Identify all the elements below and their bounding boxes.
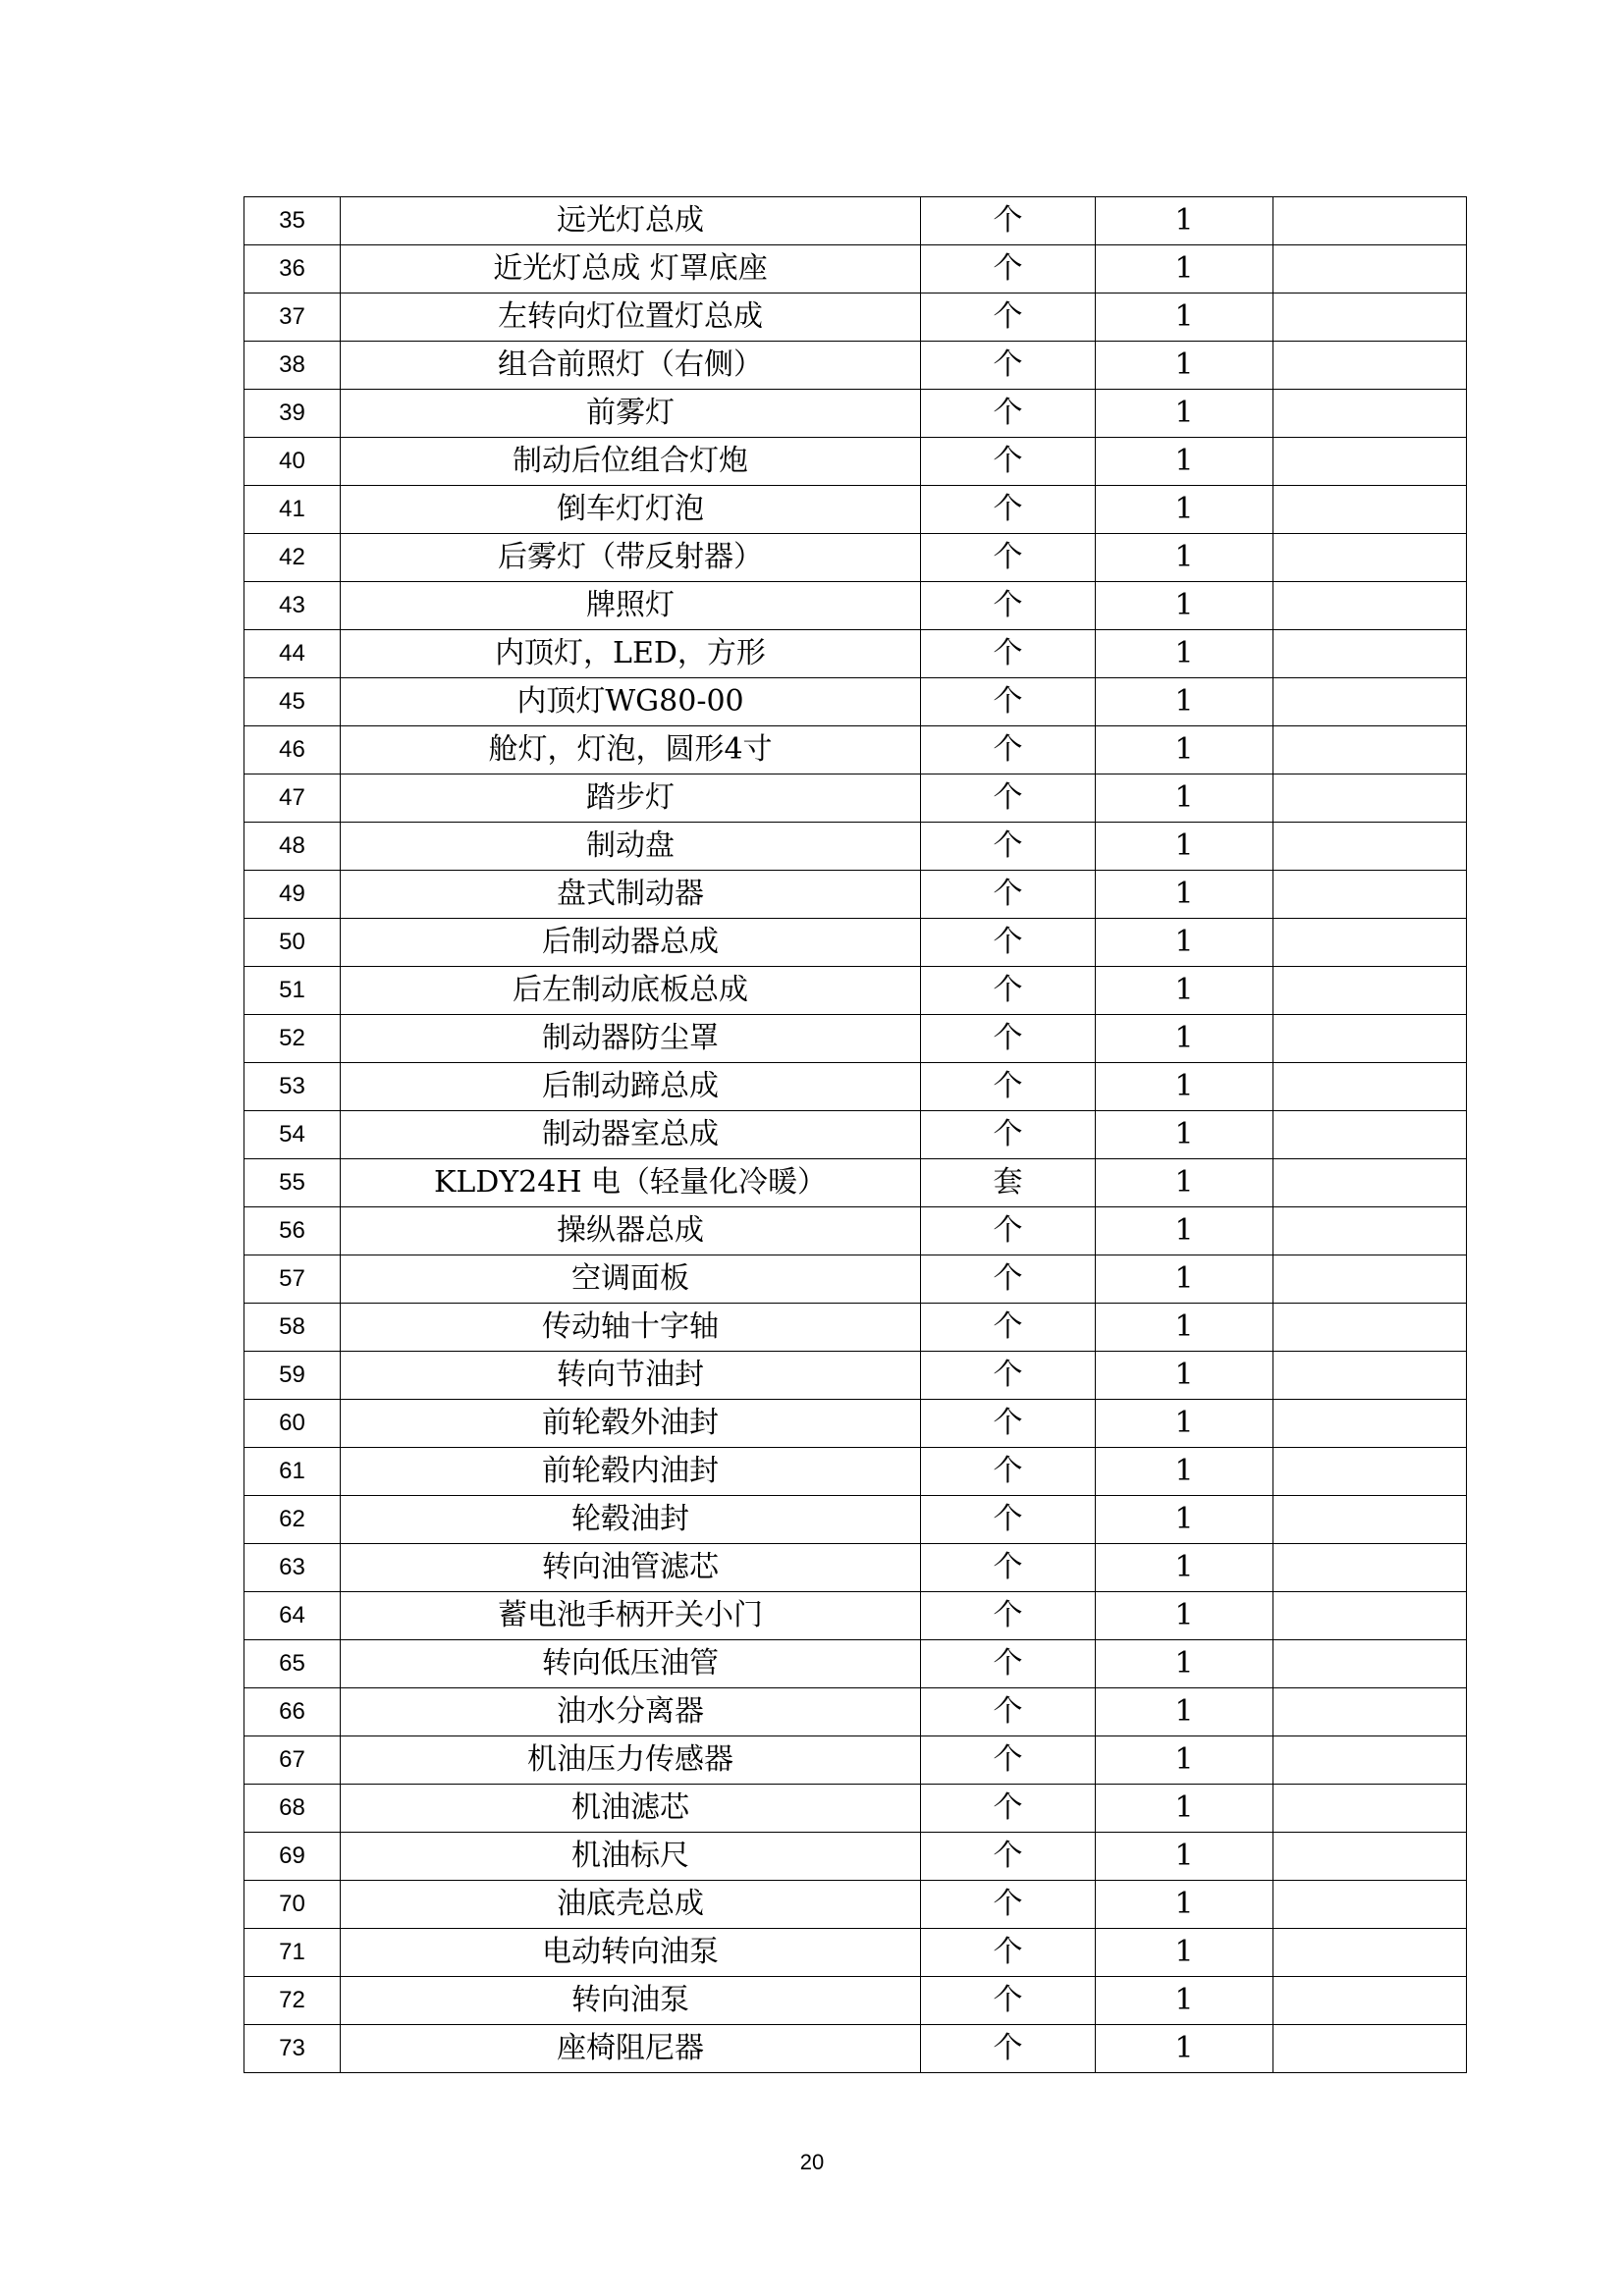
- row-number-cell: 68: [244, 1785, 341, 1833]
- quantity-cell: 1: [1096, 294, 1273, 342]
- quantity-cell: 1: [1096, 1785, 1273, 1833]
- table-row: [244, 390, 1467, 438]
- part-name-cell: 机油滤芯: [341, 1785, 921, 1833]
- part-name-cell: 倒车灯灯泡: [341, 486, 921, 534]
- row-number-cell: 53: [244, 1063, 341, 1111]
- part-name-cell: 电动转向油泵: [341, 1929, 921, 1977]
- quantity-cell: 1: [1096, 342, 1273, 390]
- part-name-cell: 制动器防尘罩: [341, 1015, 921, 1063]
- row-number-cell: 38: [244, 342, 341, 390]
- part-name-cell: 操纵器总成: [341, 1207, 921, 1255]
- remark-cell: [1273, 1304, 1467, 1352]
- quantity-cell: 1: [1096, 967, 1273, 1015]
- row-number-cell: 47: [244, 774, 341, 823]
- parts-table: [244, 196, 1467, 2073]
- quantity-cell: 1: [1096, 438, 1273, 486]
- unit-cell: 个: [921, 1592, 1096, 1640]
- row-number-cell: 70: [244, 1881, 341, 1929]
- quantity-cell: 1: [1096, 1255, 1273, 1304]
- quantity-cell: 1: [1096, 1448, 1273, 1496]
- part-name-cell: 内顶灯，LED，方形: [341, 630, 921, 678]
- unit-cell: 个: [921, 919, 1096, 967]
- remark-cell: [1273, 1063, 1467, 1111]
- quantity-cell: 1: [1096, 1736, 1273, 1785]
- remark-cell: [1273, 245, 1467, 294]
- part-name-cell: 盘式制动器: [341, 871, 921, 919]
- quantity-cell: 1: [1096, 1881, 1273, 1929]
- table-row: [244, 1688, 1467, 1736]
- table-row: [244, 197, 1467, 245]
- part-name-cell: 舱灯，灯泡，圆形4寸: [341, 726, 921, 774]
- unit-cell: 个: [921, 245, 1096, 294]
- remark-cell: [1273, 197, 1467, 245]
- remark-cell: [1273, 438, 1467, 486]
- unit-cell: 个: [921, 1352, 1096, 1400]
- remark-cell: [1273, 726, 1467, 774]
- part-name-cell: 油底壳总成: [341, 1881, 921, 1929]
- table-row: [244, 1159, 1467, 1207]
- part-name-cell: 转向油管滤芯: [341, 1544, 921, 1592]
- unit-cell: 个: [921, 197, 1096, 245]
- table-row: [244, 245, 1467, 294]
- quantity-cell: 1: [1096, 1063, 1273, 1111]
- table-row: [244, 1929, 1467, 1977]
- remark-cell: [1273, 1544, 1467, 1592]
- unit-cell: 个: [921, 823, 1096, 871]
- unit-cell: 个: [921, 1255, 1096, 1304]
- remark-cell: [1273, 1111, 1467, 1159]
- remark-cell: [1273, 1833, 1467, 1881]
- remark-cell: [1273, 1929, 1467, 1977]
- part-name-cell: 后制动蹄总成: [341, 1063, 921, 1111]
- unit-cell: 个: [921, 1496, 1096, 1544]
- row-number-cell: 48: [244, 823, 341, 871]
- part-name-cell: 前轮毂外油封: [341, 1400, 921, 1448]
- unit-cell: 个: [921, 1063, 1096, 1111]
- remark-cell: [1273, 2025, 1467, 2073]
- row-number-cell: 40: [244, 438, 341, 486]
- table-row: [244, 438, 1467, 486]
- unit-cell: 个: [921, 1448, 1096, 1496]
- row-number-cell: 57: [244, 1255, 341, 1304]
- unit-cell: 个: [921, 1400, 1096, 1448]
- row-number-cell: 73: [244, 2025, 341, 2073]
- unit-cell: 个: [921, 342, 1096, 390]
- table-row: [244, 1304, 1467, 1352]
- row-number-cell: 54: [244, 1111, 341, 1159]
- table-row: [244, 1352, 1467, 1400]
- part-name-cell: 转向油泵: [341, 1977, 921, 2025]
- quantity-cell: 1: [1096, 1977, 1273, 2025]
- row-number-cell: 66: [244, 1688, 341, 1736]
- table-row: [244, 2025, 1467, 2073]
- table-row: [244, 1063, 1467, 1111]
- table-row: [244, 1785, 1467, 1833]
- part-name-cell: 座椅阻尼器: [341, 2025, 921, 2073]
- row-number-cell: 60: [244, 1400, 341, 1448]
- part-name-cell: 内顶灯WG80-00: [341, 678, 921, 726]
- unit-cell: 个: [921, 1881, 1096, 1929]
- unit-cell: 个: [921, 967, 1096, 1015]
- part-name-cell: 组合前照灯（右侧）: [341, 342, 921, 390]
- unit-cell: 个: [921, 1111, 1096, 1159]
- row-number-cell: 41: [244, 486, 341, 534]
- quantity-cell: 1: [1096, 1496, 1273, 1544]
- part-name-cell: 近光灯总成 灯罩底座: [341, 245, 921, 294]
- quantity-cell: 1: [1096, 245, 1273, 294]
- quantity-cell: 1: [1096, 774, 1273, 823]
- unit-cell: 个: [921, 582, 1096, 630]
- row-number-cell: 52: [244, 1015, 341, 1063]
- table-row: [244, 1640, 1467, 1688]
- part-name-cell: 后左制动底板总成: [341, 967, 921, 1015]
- table-row: [244, 1833, 1467, 1881]
- unit-cell: 个: [921, 2025, 1096, 2073]
- quantity-cell: 1: [1096, 1592, 1273, 1640]
- unit-cell: 个: [921, 438, 1096, 486]
- table-row: [244, 1255, 1467, 1304]
- part-name-cell: 转向低压油管: [341, 1640, 921, 1688]
- remark-cell: [1273, 823, 1467, 871]
- table-row: [244, 967, 1467, 1015]
- table-row: [244, 1881, 1467, 1929]
- quantity-cell: 1: [1096, 197, 1273, 245]
- row-number-cell: 49: [244, 871, 341, 919]
- remark-cell: [1273, 1207, 1467, 1255]
- quantity-cell: 1: [1096, 1640, 1273, 1688]
- unit-cell: 个: [921, 1207, 1096, 1255]
- quantity-cell: 1: [1096, 919, 1273, 967]
- part-name-cell: 牌照灯: [341, 582, 921, 630]
- table-row: [244, 871, 1467, 919]
- remark-cell: [1273, 1592, 1467, 1640]
- row-number-cell: 42: [244, 534, 341, 582]
- unit-cell: 个: [921, 1640, 1096, 1688]
- table-row: [244, 726, 1467, 774]
- row-number-cell: 46: [244, 726, 341, 774]
- part-name-cell: 转向节油封: [341, 1352, 921, 1400]
- remark-cell: [1273, 1977, 1467, 2025]
- unit-cell: 个: [921, 1736, 1096, 1785]
- unit-cell: 个: [921, 774, 1096, 823]
- quantity-cell: 1: [1096, 1352, 1273, 1400]
- part-name-cell: 制动器室总成: [341, 1111, 921, 1159]
- row-number-cell: 43: [244, 582, 341, 630]
- unit-cell: 个: [921, 1304, 1096, 1352]
- parts-table-body: [244, 197, 1467, 2073]
- table-row: [244, 1400, 1467, 1448]
- quantity-cell: 1: [1096, 1929, 1273, 1977]
- remark-cell: [1273, 1688, 1467, 1736]
- table-row: [244, 1111, 1467, 1159]
- table-row: [244, 342, 1467, 390]
- row-number-cell: 35: [244, 197, 341, 245]
- quantity-cell: 1: [1096, 871, 1273, 919]
- quantity-cell: 1: [1096, 1304, 1273, 1352]
- unit-cell: 个: [921, 486, 1096, 534]
- quantity-cell: 1: [1096, 2025, 1273, 2073]
- remark-cell: [1273, 294, 1467, 342]
- unit-cell: 个: [921, 678, 1096, 726]
- remark-cell: [1273, 1255, 1467, 1304]
- quantity-cell: 1: [1096, 726, 1273, 774]
- row-number-cell: 62: [244, 1496, 341, 1544]
- table-row: [244, 630, 1467, 678]
- row-number-cell: 65: [244, 1640, 341, 1688]
- quantity-cell: 1: [1096, 1207, 1273, 1255]
- remark-cell: [1273, 1640, 1467, 1688]
- remark-cell: [1273, 534, 1467, 582]
- unit-cell: 个: [921, 1833, 1096, 1881]
- part-name-cell: 后制动器总成: [341, 919, 921, 967]
- unit-cell: 个: [921, 871, 1096, 919]
- unit-cell: 个: [921, 1015, 1096, 1063]
- quantity-cell: 1: [1096, 1015, 1273, 1063]
- table-row: [244, 919, 1467, 967]
- remark-cell: [1273, 1496, 1467, 1544]
- unit-cell: 个: [921, 1929, 1096, 1977]
- row-number-cell: 61: [244, 1448, 341, 1496]
- part-name-cell: 轮毂油封: [341, 1496, 921, 1544]
- unit-cell: 个: [921, 630, 1096, 678]
- row-number-cell: 67: [244, 1736, 341, 1785]
- remark-cell: [1273, 342, 1467, 390]
- row-number-cell: 58: [244, 1304, 341, 1352]
- unit-cell: 个: [921, 1544, 1096, 1592]
- row-number-cell: 56: [244, 1207, 341, 1255]
- table-row: [244, 774, 1467, 823]
- quantity-cell: 1: [1096, 390, 1273, 438]
- quantity-cell: 1: [1096, 1159, 1273, 1207]
- part-name-cell: 前轮毂内油封: [341, 1448, 921, 1496]
- part-name-cell: 远光灯总成: [341, 197, 921, 245]
- page-number: 20: [799, 2150, 825, 2174]
- row-number-cell: 44: [244, 630, 341, 678]
- unit-cell: 个: [921, 390, 1096, 438]
- row-number-cell: 59: [244, 1352, 341, 1400]
- unit-cell: 个: [921, 534, 1096, 582]
- row-number-cell: 69: [244, 1833, 341, 1881]
- unit-cell: 个: [921, 726, 1096, 774]
- remark-cell: [1273, 486, 1467, 534]
- remark-cell: [1273, 582, 1467, 630]
- remark-cell: [1273, 919, 1467, 967]
- remark-cell: [1273, 1352, 1467, 1400]
- quantity-cell: 1: [1096, 1544, 1273, 1592]
- part-name-cell: 后雾灯（带反射器）: [341, 534, 921, 582]
- table-row: [244, 1544, 1467, 1592]
- quantity-cell: 1: [1096, 1833, 1273, 1881]
- row-number-cell: 36: [244, 245, 341, 294]
- remark-cell: [1273, 1881, 1467, 1929]
- table-row: [244, 1448, 1467, 1496]
- part-name-cell: 踏步灯: [341, 774, 921, 823]
- quantity-cell: 1: [1096, 1688, 1273, 1736]
- remark-cell: [1273, 1448, 1467, 1496]
- table-row: [244, 582, 1467, 630]
- part-name-cell: 制动盘: [341, 823, 921, 871]
- remark-cell: [1273, 678, 1467, 726]
- remark-cell: [1273, 1400, 1467, 1448]
- remark-cell: [1273, 630, 1467, 678]
- remark-cell: [1273, 390, 1467, 438]
- part-name-cell: 蓄电池手柄开关小门: [341, 1592, 921, 1640]
- remark-cell: [1273, 871, 1467, 919]
- quantity-cell: 1: [1096, 486, 1273, 534]
- row-number-cell: 50: [244, 919, 341, 967]
- table-row: [244, 1736, 1467, 1785]
- table-row: [244, 1977, 1467, 2025]
- table-row: [244, 678, 1467, 726]
- part-name-cell: 制动后位组合灯炮: [341, 438, 921, 486]
- quantity-cell: 1: [1096, 1111, 1273, 1159]
- row-number-cell: 45: [244, 678, 341, 726]
- row-number-cell: 51: [244, 967, 341, 1015]
- part-name-cell: 前雾灯: [341, 390, 921, 438]
- remark-cell: [1273, 1015, 1467, 1063]
- row-number-cell: 55: [244, 1159, 341, 1207]
- table-row: [244, 1015, 1467, 1063]
- quantity-cell: 1: [1096, 1400, 1273, 1448]
- quantity-cell: 1: [1096, 582, 1273, 630]
- unit-cell: 个: [921, 1688, 1096, 1736]
- row-number-cell: 39: [244, 390, 341, 438]
- row-number-cell: 64: [244, 1592, 341, 1640]
- table-row: [244, 534, 1467, 582]
- unit-cell: 个: [921, 1785, 1096, 1833]
- part-name-cell: 空调面板: [341, 1255, 921, 1304]
- table-row: [244, 486, 1467, 534]
- table-row: [244, 1592, 1467, 1640]
- quantity-cell: 1: [1096, 630, 1273, 678]
- part-name-cell: 左转向灯位置灯总成: [341, 294, 921, 342]
- unit-cell: 套: [921, 1159, 1096, 1207]
- remark-cell: [1273, 774, 1467, 823]
- remark-cell: [1273, 1785, 1467, 1833]
- quantity-cell: 1: [1096, 823, 1273, 871]
- part-name-cell: 机油标尺: [341, 1833, 921, 1881]
- part-name-cell: KLDY24H 电（轻量化冷暖）: [341, 1159, 921, 1207]
- row-number-cell: 37: [244, 294, 341, 342]
- unit-cell: 个: [921, 1977, 1096, 2025]
- table-row: [244, 1496, 1467, 1544]
- row-number-cell: 63: [244, 1544, 341, 1592]
- unit-cell: 个: [921, 294, 1096, 342]
- remark-cell: [1273, 967, 1467, 1015]
- table-row: [244, 823, 1467, 871]
- remark-cell: [1273, 1159, 1467, 1207]
- quantity-cell: 1: [1096, 678, 1273, 726]
- part-name-cell: 传动轴十字轴: [341, 1304, 921, 1352]
- table-row: [244, 1207, 1467, 1255]
- table-row: [244, 294, 1467, 342]
- part-name-cell: 油水分离器: [341, 1688, 921, 1736]
- row-number-cell: 71: [244, 1929, 341, 1977]
- quantity-cell: 1: [1096, 534, 1273, 582]
- remark-cell: [1273, 1736, 1467, 1785]
- part-name-cell: 机油压力传感器: [341, 1736, 921, 1785]
- row-number-cell: 72: [244, 1977, 341, 2025]
